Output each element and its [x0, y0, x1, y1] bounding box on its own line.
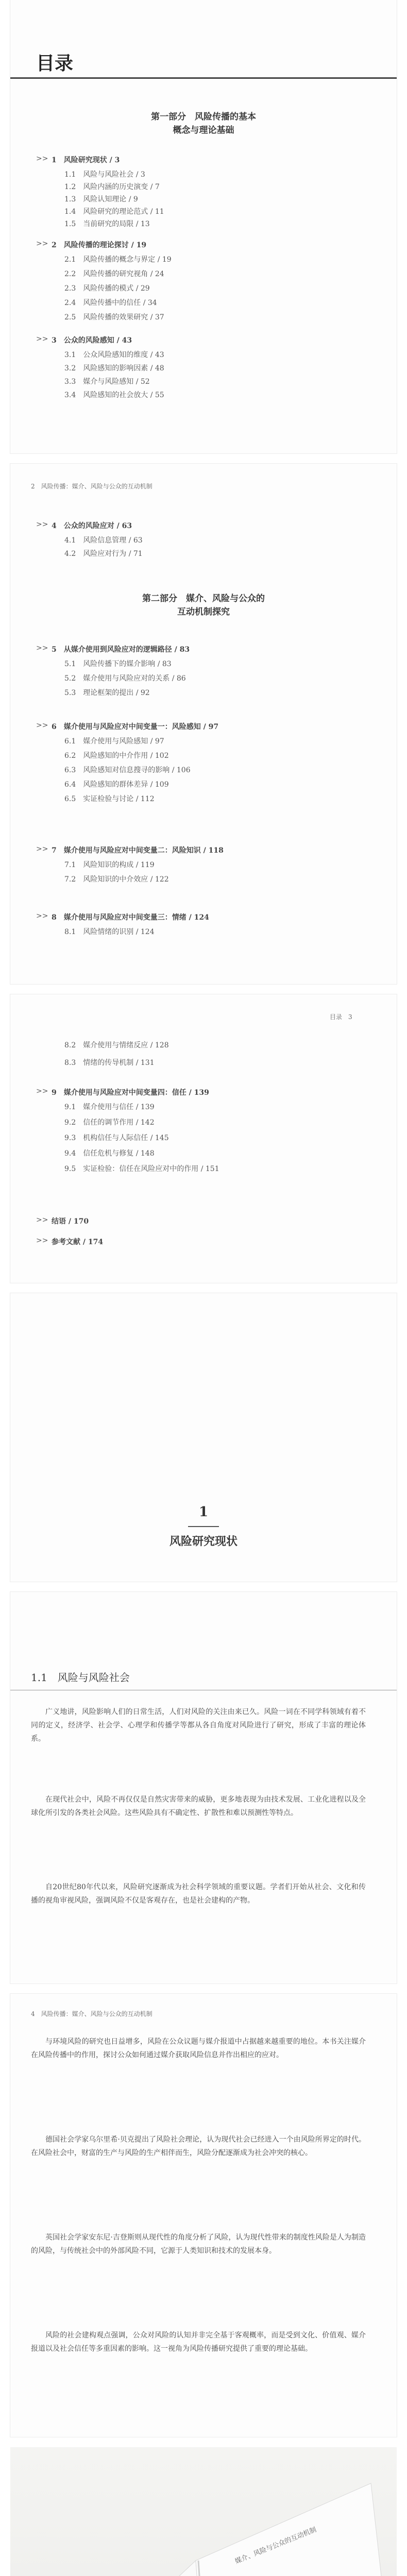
- toc-section-item[interactable]: 2.3 风险传播的模式 / 29: [64, 284, 150, 293]
- toc-section-item[interactable]: 1.5 当前研究的局限 / 13: [64, 220, 150, 228]
- toc-section-item[interactable]: 1.4 风险研究的理论范式 / 11: [64, 208, 164, 216]
- toc-section-item[interactable]: 6.5 实证检验与讨论 / 112: [64, 795, 155, 803]
- body-page-1: [10, 1592, 397, 1984]
- body-paragraph: 在现代社会中，风险不再仅仅是自然灾害带来的威胁，更多地表现为由技术发展、工业化进程以及全球化所引发的各类社会风险。这些风险具有不确定性、扩散性和难以预测性等特点。: [31, 1795, 366, 1817]
- toc-chapter-5[interactable]: 5 从媒介使用到风险应对的逻辑路径 / 83: [52, 646, 190, 654]
- chapter-number: 1: [198, 1504, 209, 1520]
- open-book-photo: [10, 2447, 397, 2576]
- toc-section-item[interactable]: 3.1 公众风险感知的维度 / 43: [64, 351, 164, 359]
- section-title: 1.1 风险与风险社会: [31, 1671, 130, 1684]
- page-header: 2 风险传播：媒介、风险与公众的互动机制: [31, 483, 152, 490]
- toc-section-item[interactable]: 3.4 风险感知的社会放大 / 55: [64, 391, 164, 399]
- toc-chapter-3[interactable]: 3 公众的风险感知 / 43: [52, 336, 132, 345]
- toc-section-item[interactable]: 6.3 风险感知对信息搜寻的影响 / 106: [64, 766, 191, 774]
- body-paragraph: 与环境风险的研究也日益增多，风险在公众议题与媒介报道中占据越来越重要的地位。本书关注媒介在风险传播中的作用，探讨公众如何通过媒介获取风险信息并作出相应的应对。: [31, 2038, 366, 2059]
- toc-section-item[interactable]: 5.1 风险传播下的媒介影响 / 83: [64, 660, 172, 668]
- arrow-icon: >>: [36, 1087, 48, 1095]
- toc-chapter-2[interactable]: 2 风险传播的理论探讨 / 19: [52, 241, 147, 249]
- toc-chapter-9[interactable]: 9 媒介使用与风险应对中间变量四：信任 / 139: [52, 1089, 209, 1097]
- body-paragraph: 自20世纪80年代以来，风险研究逐渐成为社会科学领域的重要议题。学者们开始从社会、文化和传播的视角审视风险，强调风险不仅是客观存在，也是社会建构的产物。: [31, 1883, 366, 1905]
- toc-section-item[interactable]: 1.1 风险与风险社会 / 3: [64, 171, 145, 179]
- arrow-icon: >>: [36, 520, 48, 529]
- toc-section-item[interactable]: 9.1 媒介使用与信任 / 139: [64, 1103, 155, 1111]
- toc-section-item[interactable]: 6.4 风险感知的群体差异 / 109: [64, 781, 169, 789]
- arrow-icon: >>: [36, 1216, 48, 1224]
- toc-section-item[interactable]: 6.2 风险感知的中介作用 / 102: [64, 752, 169, 760]
- toc-title: 目录: [36, 53, 74, 74]
- toc-section-item[interactable]: 3.3 媒介与风险感知 / 52: [64, 378, 150, 386]
- toc-section-item[interactable]: 6.1 媒介使用与风险感知 / 97: [64, 737, 164, 745]
- toc-section-item[interactable]: 4.2 风险应对行为 / 71: [64, 550, 143, 558]
- toc-references[interactable]: 参考文献 / 174: [52, 1238, 104, 1246]
- part2-heading: 第二部分 媒介、风险与公众的 互动机制探究: [142, 594, 265, 617]
- toc-section-item[interactable]: 5.2 媒介使用与风险应对的关系 / 86: [64, 674, 186, 683]
- page-header: 4 风险传播：媒介、风险与公众的互动机制: [31, 2010, 152, 2018]
- toc-section-item[interactable]: 7.2 风险知识的中介效应 / 122: [64, 875, 169, 884]
- open-book-illustration: [10, 2447, 397, 2576]
- toc-chapter-7[interactable]: 7 媒介使用与风险应对中间变量二：风险知识 / 118: [52, 846, 224, 855]
- toc-chapter-8[interactable]: 8 媒介使用与风险应对中间变量三：情绪 / 124: [52, 913, 209, 922]
- arrow-icon: >>: [36, 1236, 48, 1245]
- toc-section-item[interactable]: 5.3 理论框架的提出 / 92: [64, 689, 150, 697]
- page-header: 目录 3: [330, 1013, 352, 1021]
- open-book-caption: 媒介、风险与公众的互动机制: [234, 2526, 318, 2566]
- toc-section-item[interactable]: 1.2 风险内涵的历史演变 / 7: [64, 183, 160, 191]
- arrow-icon: >>: [36, 335, 48, 343]
- toc-section-item[interactable]: 9.3 机构信任与人际信任 / 145: [64, 1134, 169, 1142]
- toc-chapter-4[interactable]: 4 公众的风险应对 / 63: [52, 522, 132, 530]
- toc-title-rule: [10, 77, 397, 79]
- arrow-icon: >>: [36, 845, 48, 853]
- body-paragraph: 德国社会学家乌尔里希·贝克提出了风险社会理论，认为现代社会已经进入一个由风险所界定的时代。在风险社会中，财富的生产与风险的生产相伴而生，风险分配逐渐成为社会冲突的核心。: [31, 2136, 366, 2157]
- toc-section-item[interactable]: 9.5 实证检验：信任在风险应对中的作用 / 151: [64, 1165, 219, 1173]
- toc-section-item[interactable]: 2.1 风险传播的概念与界定 / 19: [64, 256, 172, 264]
- chapter-title: 风险研究现状: [169, 1535, 238, 1548]
- arrow-icon: >>: [36, 240, 48, 248]
- toc-section-item[interactable]: 2.2 风险传播的研究视角 / 24: [64, 270, 164, 278]
- toc-section-item[interactable]: 4.1 风险信息管理 / 63: [64, 536, 143, 545]
- arrow-icon: >>: [36, 644, 48, 652]
- body-paragraph: 风险的社会建构观点强调，公众对风险的认知并非完全基于客观概率，而是受到文化、价值观、媒介报道以及社会信任等多重因素的影响。这一视角为风险传播研究提供了重要的理论基础。: [31, 2331, 366, 2353]
- toc-section-item[interactable]: 2.4 风险传播中的信任 / 34: [64, 299, 157, 307]
- toc-section-item[interactable]: 2.5 风险传播的效果研究 / 37: [64, 313, 164, 321]
- toc-section-item[interactable]: 7.1 风险知识的构成 / 119: [64, 861, 155, 869]
- part1-heading: 第一部分 风险传播的基本 概念与理论基础: [151, 112, 256, 135]
- toc-conclusion[interactable]: 结语 / 170: [52, 1217, 89, 1226]
- toc-section-item[interactable]: 8.3 情绪的传导机制 / 131: [64, 1059, 155, 1067]
- toc-section-item[interactable]: 3.2 风险感知的影响因素 / 48: [64, 364, 164, 372]
- arrow-icon: >>: [36, 155, 48, 163]
- toc-section-item[interactable]: 8.2 媒介使用与情绪反应 / 128: [64, 1041, 169, 1049]
- toc-section-item[interactable]: 1.3 风险认知理论 / 9: [64, 195, 138, 204]
- body-paragraph: 广义地讲，风险影响人们的日常生活，人们对风险的关注由来已久。风险一词在不同学科领域有着不同的定义，经济学、社会学、心理学和传播学等都从各自角度对风险进行了研究，形成了丰富的理论体系。: [31, 1708, 366, 1743]
- toc-section-item[interactable]: 8.1 风险情绪的识别 / 124: [64, 928, 155, 936]
- arrow-icon: >>: [36, 912, 48, 920]
- body-paragraph: 英国社会学家安东尼·吉登斯则从现代性的角度分析了风险，认为现代性带来的制度性风险是人为制造的风险，与传统社会中的外部风险不同，它源于人类知识和技术的发展本身。: [31, 2233, 366, 2255]
- toc-section-item[interactable]: 9.2 信任的调节作用 / 142: [64, 1118, 155, 1127]
- toc-chapter-1[interactable]: 1 风险研究现状 / 3: [52, 156, 120, 164]
- chapter-divider: [188, 1526, 219, 1527]
- toc-chapter-6[interactable]: 6 媒介使用与风险应对中间变量一：风险感知 / 97: [52, 723, 219, 731]
- arrow-icon: >>: [36, 721, 48, 730]
- toc-section-item[interactable]: 9.4 信任危机与修复 / 148: [64, 1149, 155, 1158]
